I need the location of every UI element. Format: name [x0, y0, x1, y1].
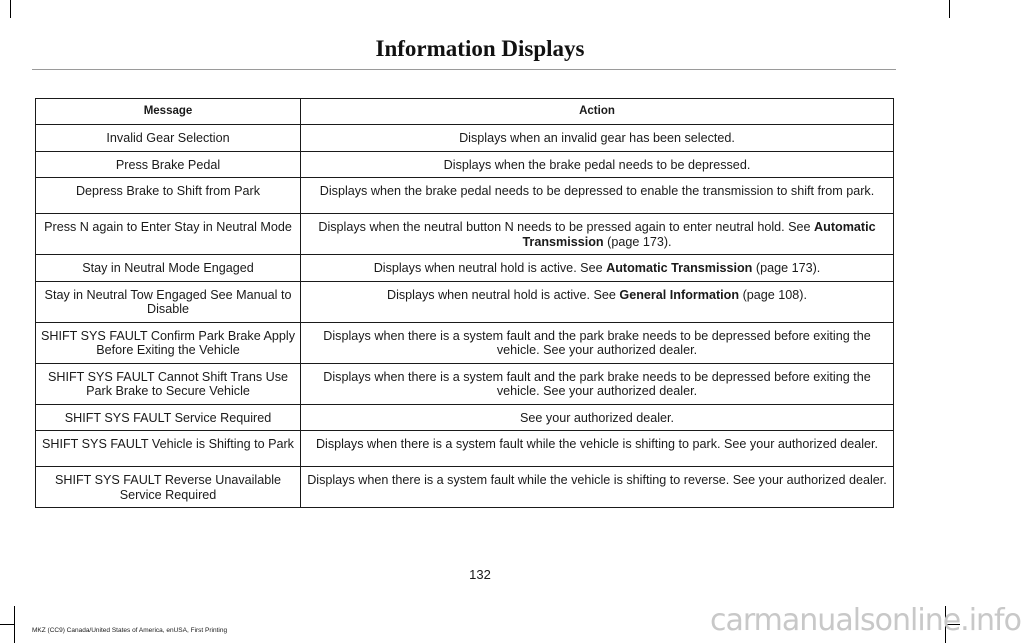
- table-row: [36, 404, 894, 431]
- message-cell: SHIFT SYS FAULT Confirm Park Brake Apply Before Exiting the Vehicle: [36, 322, 301, 363]
- action-text: See your authorized dealer.: [519, 410, 675, 425]
- watermark-text: carmanualsonline.info: [710, 603, 1021, 638]
- crop-mark-bottom-left-v: [14, 606, 15, 643]
- message-cell: Invalid Gear Selection: [36, 125, 301, 152]
- page-reference: (page 108).: [739, 287, 807, 302]
- page-title: Information Displays: [375, 36, 585, 61]
- message-cell: Depress Brake to Shift from Park: [36, 178, 301, 214]
- cross-reference-link[interactable]: Automatic Transmission: [606, 261, 753, 275]
- header-divider: [32, 69, 896, 70]
- action-cell: [301, 151, 894, 178]
- table-row: [36, 214, 894, 255]
- crop-mark-top-left-v: [10, 0, 11, 18]
- message-cell: Stay in Neutral Mode Engaged: [36, 255, 301, 282]
- message-table-container: [35, 98, 893, 508]
- table-row: [36, 151, 894, 178]
- action-text: Displays when there is a system fault while the vehicle is shifting to park. See your authorized dealer.: [315, 437, 879, 451]
- table-header-row: [36, 99, 894, 125]
- action-cell: [301, 322, 894, 363]
- message-cell: Stay in Neutral Tow Engaged See Manual to Disable: [36, 281, 301, 322]
- action-text: Displays when the brake pedal needs to be depressed.: [443, 157, 751, 172]
- action-text: Displays when an invalid gear has been selected.: [459, 131, 735, 145]
- action-cell: [301, 467, 894, 508]
- cross-reference-link[interactable]: Automatic Transmission: [522, 220, 876, 249]
- table-row: [36, 467, 894, 508]
- page-reference: (page 173).: [752, 261, 821, 275]
- message-cell: Press N again to Enter Stay in Neutral Mode: [36, 214, 301, 255]
- page-reference: (page 173).: [603, 234, 672, 249]
- action-cell: [301, 214, 894, 255]
- footer-print-info: MKZ (CC9) Canada/United States of America, enUSA, First Printing: [32, 627, 228, 634]
- crop-mark-bottom-left-h: [0, 624, 14, 625]
- action-text: Displays when the brake pedal needs to be depressed to enable the transmission to shift from park.: [319, 184, 875, 198]
- table-row: [36, 125, 894, 152]
- cross-reference-link[interactable]: General Information: [619, 287, 740, 302]
- page-number: 132: [469, 567, 491, 582]
- message-cell: SHIFT SYS FAULT Vehicle is Shifting to Park: [36, 431, 301, 467]
- message-cell: SHIFT SYS FAULT Service Required: [36, 404, 301, 431]
- crop-mark-top-right-v: [949, 0, 950, 18]
- table-row: [36, 431, 894, 467]
- action-cell: [301, 431, 894, 467]
- table-row: [36, 281, 894, 322]
- table-row: [36, 255, 894, 282]
- action-text: Displays when there is a system fault and the park brake needs to be depressed before exiting the vehicle. See your authorized dealer.: [323, 369, 871, 398]
- table-row: [36, 322, 894, 363]
- action-cell: [301, 255, 894, 282]
- action-text: Displays when the neutral button N needs to be pressed again to enter neutral hold. See: [318, 220, 815, 234]
- column-header-message: Message: [36, 99, 301, 125]
- action-cell: [301, 178, 894, 214]
- action-text: Displays when there is a system fault and the park brake needs to be depressed before exiting the vehicle. See your authorized dealer.: [323, 328, 871, 357]
- action-cell: [301, 125, 894, 152]
- message-table: [35, 98, 894, 508]
- action-cell: [301, 404, 894, 431]
- table-row: [36, 178, 894, 214]
- message-cell: SHIFT SYS FAULT Reverse Unavailable Service Required: [36, 467, 301, 508]
- action-cell: [301, 281, 894, 322]
- message-cell: SHIFT SYS FAULT Cannot Shift Trans Use Park Brake to Secure Vehicle: [36, 363, 301, 404]
- action-cell: [301, 363, 894, 404]
- table-row: [36, 363, 894, 404]
- action-text: Displays when neutral hold is active. See: [386, 287, 620, 302]
- action-text: Displays when there is a system fault while the vehicle is shifting to reverse. See your authorized dealer.: [307, 473, 887, 487]
- message-cell: Press Brake Pedal: [36, 151, 301, 178]
- table-body: [36, 125, 894, 508]
- action-text: Displays when neutral hold is active. See: [373, 261, 607, 275]
- column-header-action: Action: [301, 99, 894, 125]
